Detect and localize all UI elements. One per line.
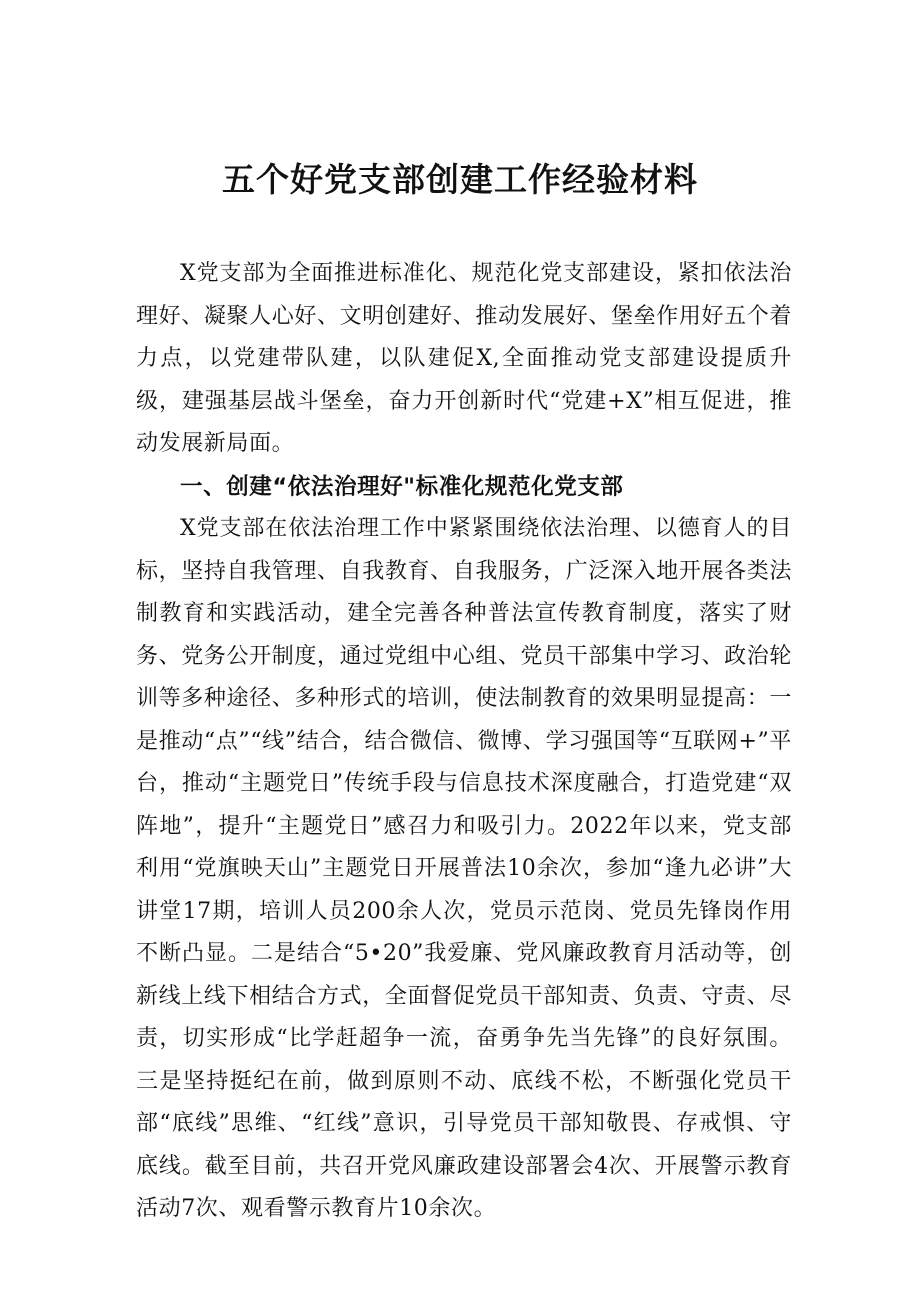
section-1-paragraph: X党支部在依法治理工作中紧紧围绕依法治理、以德育人的目标，坚持自我管理、自我教育、自我服务，广泛深入地开展各类法制教育和实践活动，建全完善各种普法宣传教育制度，落实了财务、党务公开制度，通过党组中心组、党员干部集中学习、政治轮训等多种途径、多种形式的培训，使法制教育的效果明显提高：一是推动“点”“线”结合，结合微信、微博、学习强国等“互联网+”平台，推动“主题党日”传统手段与信息技术深度融合，打造党建“双阵地”，提升“主题党日”感召力和吸引力。2022年以来，党支部利用“党旗映天山”主题党日开展普法10余次，参加“逢九必讲”大讲堂17期，培训人员200余人次，党员示范岗、党员先锋岗作用不断凸显。二是结合“5•20”我爱廉、党风廉政教育月活动等，创新线上线下相结合方式，全面督促党员干部知责、负责、守责、尽责，切实形成“比学赶超争一流，奋勇争先当先锋”的良好氛围。三是坚持挺纪在前，做到原则不动、底线不松，不断强化党员干部“底线”思维、“红线”意识，引导党员干部知敬畏、存戒惧、守底线。截至目前，共召开党风廉政建设部署会4次、开展警示教育活动7次、观看警示教育片10余次。 bbox=[136, 516, 792, 1221]
intro-paragraph: X党支部为全面推进标准化、规范化党支部建设，紧扣依法治理好、凝聚人心好、文明创建好、推动发展好、堡垒作用好五个着力点，以党建带队建，以队建促X,全面推动党支部建设提质升级，建强基层战斗堡垒，奋力开创新时代“党建+X”相互促进，推动发展新局面。 bbox=[136, 261, 792, 456]
section-1-heading: 一、创建“依法治理好"标准化规范化党支部 bbox=[180, 473, 624, 500]
document-body bbox=[136, 253, 792, 1231]
document-title: 五个好党支部创建工作经验材料 bbox=[222, 160, 698, 199]
